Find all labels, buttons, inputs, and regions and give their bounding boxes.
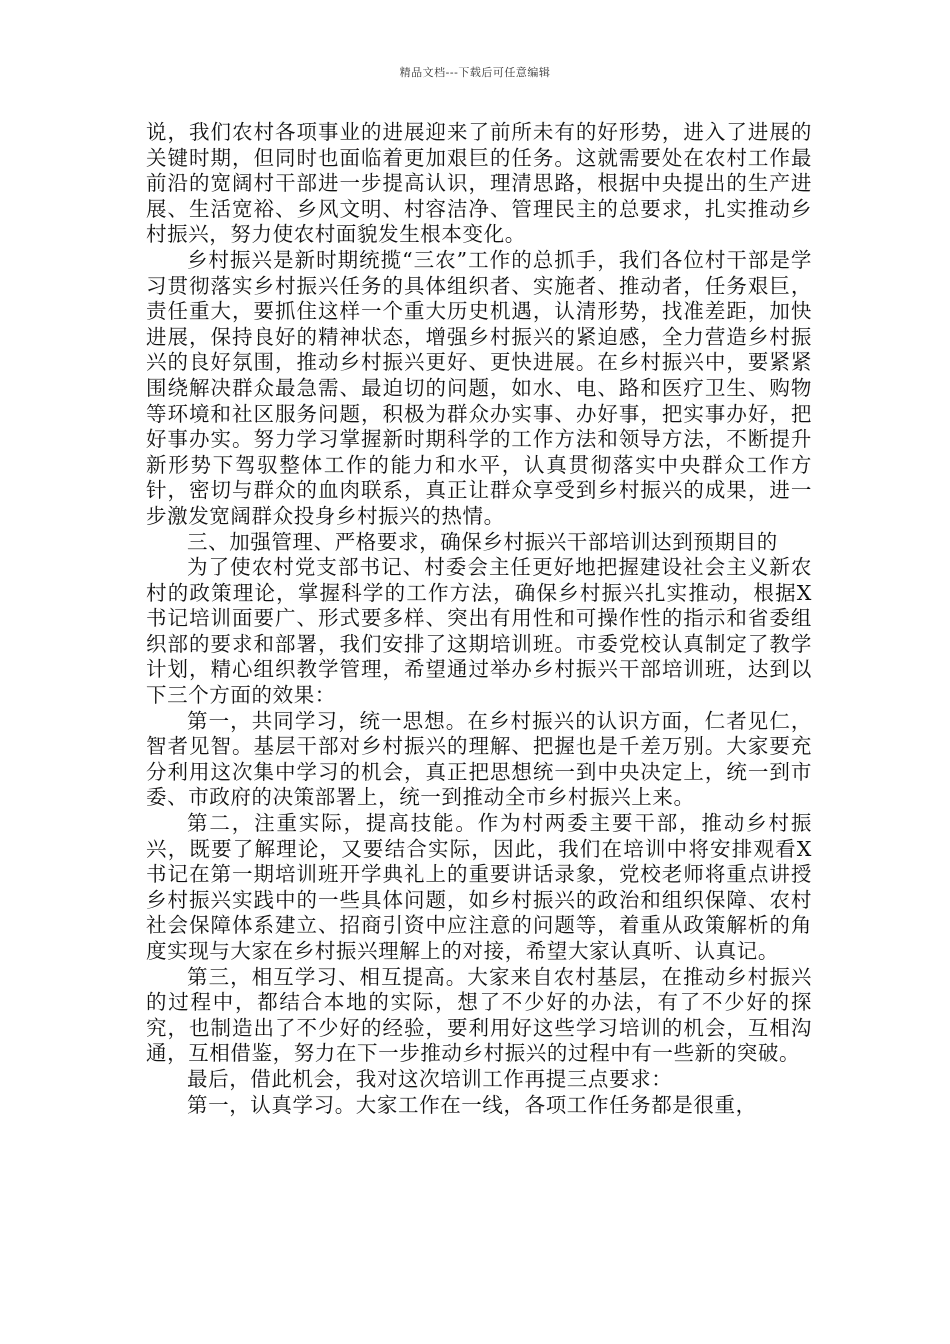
paragraph-6: 第二，注重实际，提高技能。作为村两委主要干部，推动乡村振兴，既要了解理论，又要结合实际，因此，我们在培训中将安排观看X书记在第一期培训班开学典礼上的重要讲话录象，党校老师将重点讲授乡村振兴实践中的一些具体问题，如乡村振兴的政治和组织保障、农村社会保障体系建立、招商引资中应注意的问题等，着重从政策解析的角度实现与大家在乡村振兴理解上的对接，希望大家认真听、认真记。 <box>146 811 812 963</box>
paragraph-8: 最后，借此机会，我对这次培训工作再提三点要求： <box>187 1066 673 1091</box>
paragraph-7: 第三，相互学习、相互提高。大家来自农村基层，在推动乡村振兴的过程中，都结合本地的实际，想了不少好的办法，有了不少好的探究，也制造出了不少好的经验，要利用好这些学习培训的机会，互相沟通，互相借鉴，努力在下一步推动乡村振兴的过程中有一些新的突破。 <box>146 964 812 1066</box>
paragraph-9: 第一，认真学习。大家工作在一线，各项工作任务都是很重， <box>187 1092 757 1117</box>
paragraph-1: 说，我们农村各项事业的进展迎来了前所未有的好形势，进入了进展的关键时期，但同时也面临着更加艰巨的任务。这就需要处在农村工作最前沿的宽阔村干部进一步提高认识，理清思路，根据中央提出的生产进展、生活宽裕、乡风文明、村容洁净、管理民主的总要求，扎实推动乡村振兴，努力使农村面貌发生根本变化。 <box>146 120 812 247</box>
paragraph-5: 第一，共同学习，统一思想。在乡村振兴的认识方面，仁者见仁，智者见智。基层干部对乡村振兴的理解、把握也是千差万别。大家要充分利用这次集中学习的机会，真正把思想统一到中央决定上，统一到市委、市政府的决策部署上，统一到推动全市乡村振兴上来。 <box>146 708 812 810</box>
paragraph-2: 乡村振兴是新时期统揽“三农”工作的总抓手，我们各位村干部是学习贯彻落实乡村振兴任务的具体组织者、实施者、推动者，任务艰巨，责任重大，要抓住这样一个重大历史机遇，认清形势，找准差距，加快进展，保持良好的精神状态，增强乡村振兴的紧迫感，全力营造乡村振兴的良好氛围，推动乡村振兴更好、更快进展。在乡村振兴中，要紧紧围绕解决群众最急需、最迫切的问题，如水、电、路和医疗卫生、购物等环境和社区服务问题，积极为群众办实事、办好事，把实事办好，把好事办实。努力学习掌握新时期科学的工作方法和领导方法，不断提升新形势下驾驭整体工作的能力和水平，认真贯彻落实中央群众工作方针，密切与群众的血肉联系，真正让群众享受到乡村振兴的成果，进一步激发宽阔群众投身乡村振兴的热情。 <box>146 247 812 528</box>
document-body <box>146 120 812 1118</box>
section-heading-3: 三、加强管理、严格要求，确保乡村振兴干部培训达到预期目的 <box>187 529 778 554</box>
page-header: 精品文档---下载后可任意编辑 <box>399 66 551 79</box>
paragraph-4: 为了使农村党支部书记、村委会主任更好地把握建设社会主义新农村的政策理论，掌握科学的工作方法，确保乡村振兴扎实推动，根据X书记培训面要广、形式要多样、突出有用性和可操作性的指示和省委组织部的要求和部署，我们安排了这期培训班。市委党校认真制定了教学计划，精心组织教学管理，希望通过举办乡村振兴干部培训班，达到以下三个方面的效果： <box>146 555 812 708</box>
